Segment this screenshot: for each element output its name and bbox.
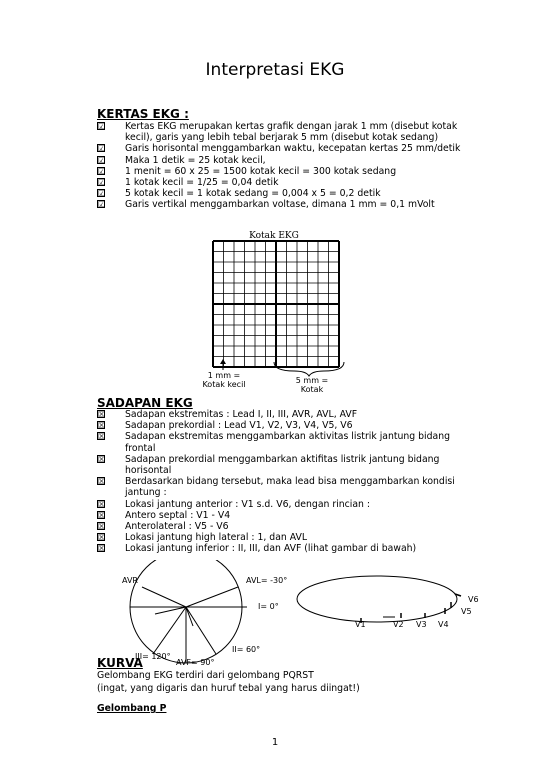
sadapan-list <box>97 409 467 555</box>
list-item: ☒ Lokasi jantung inferior : II, III, dan AVF (lihat gambar di bawah) <box>98 543 417 555</box>
list-item: ☑ Garis vertikal menggambarkan voltase, dimana 1 mm = 0,1 mVolt <box>98 199 435 211</box>
subheading-gelombang-p: Gelombang P <box>97 703 167 714</box>
label-lead-i: I= 0° <box>258 602 279 611</box>
horizontal-plane-ellipse <box>297 576 457 622</box>
label-v2: V2 <box>393 620 404 629</box>
checkbox-icon: ☑ <box>98 155 106 165</box>
list-item: ☒ Anterolateral : V5 - V6 <box>98 521 229 533</box>
list-item: ☑ Kertas EKG merupakan kertas grafik dengan jarak 1 mm (disebut kotak kecil), garis yang lebih tebal berjarak 5 mm (disebut kotak sedang) <box>98 121 458 144</box>
checkbox-icon: ☒ <box>98 410 106 419</box>
checkbox-icon: ☑ <box>98 178 106 188</box>
list-item: ☒ Lokasi jantung anterior : V1 s.d. V6, dengan rincian : <box>98 498 371 510</box>
section-heading-sadapan: SADAPAN EKG <box>97 396 193 410</box>
label-v3: V3 <box>416 620 427 629</box>
label-v4: V4 <box>438 620 449 629</box>
page-title: Interpretasi EKG <box>205 60 345 80</box>
checkbox-icon: ☒ <box>98 421 106 431</box>
list-item: ☒ Berdasarkan bidang tersebut, maka lead bisa menggambarkan kondisi jantung : <box>98 476 455 499</box>
checkbox-icon: ☒ <box>98 454 106 464</box>
kertas-list <box>97 121 467 211</box>
checkbox-icon: ☑ <box>98 166 106 176</box>
checkbox-icon: ☑ <box>98 189 106 199</box>
label-v6: V6 <box>468 595 479 604</box>
kurva-line-2: (ingat, yang digaris dan huruf tebal yang harus diingat!) <box>97 683 360 694</box>
checkbox-icon: ☑ <box>98 122 106 131</box>
page-number: 1 <box>271 737 279 748</box>
brace-icon <box>274 362 344 376</box>
list-item: ☒ Sadapan ekstremitas : Lead I, II, III, AVR, AVL, AVF <box>98 409 358 420</box>
list-item: ☑ Garis horisontal menggambarkan waktu, kecepatan kertas 25 mm/detik <box>98 143 461 155</box>
label-small-box: 1 mm = Kotak kecil <box>202 371 246 389</box>
label-lead-ii: II= 60° <box>232 645 261 654</box>
lead-avl-axis <box>186 587 238 607</box>
label-medium-box: 5 mm = Kotak <box>295 376 329 394</box>
section-heading-kertas: KERTAS EKG : <box>97 107 189 121</box>
section-heading-kurva: KURVA <box>97 656 143 670</box>
checkbox-icon: ☒ <box>98 544 106 554</box>
list-item: ☒ Sadapan prekordial : Lead V1, V2, V3, V4, V5, V6 <box>98 420 353 432</box>
list-item: ☒ Sadapan prekordial menggambarkan aktifitas listrik jantung bidang horisontal <box>98 453 440 477</box>
list-item: ☑ 1 menit = 60 x 25 = 1500 kotak kecil = 300 kotak sedang <box>98 165 397 177</box>
list-item: ☒ Lokasi jantung high lateral : 1, dan AVL <box>98 532 308 544</box>
grid-caption: Kotak EKG <box>249 231 299 241</box>
checkbox-icon: ☒ <box>98 510 106 520</box>
list-item: ☒ Antero septal : V1 - V4 <box>98 509 231 521</box>
label-lead-iii: III= 120° <box>135 652 171 661</box>
lead-avr-axis <box>142 587 186 607</box>
checkbox-icon: ☑ <box>98 200 106 210</box>
list-item: ☑ 5 kotak kecil = 1 kotak sedang = 0,004 x 5 = 0,2 detik <box>98 188 381 200</box>
list-item: ☑ Maka 1 detik = 25 kotak kecil, <box>98 154 266 166</box>
checkbox-icon: ☒ <box>98 533 106 543</box>
label-avl: AVL= -30° <box>246 576 288 585</box>
checkbox-icon: ☑ <box>98 144 106 154</box>
list-item: ☒ Sadapan ekstremitas menggambarkan aktivitas listrik jantung bidang frontal <box>98 431 451 454</box>
label-v1: V1 <box>355 620 366 629</box>
checkbox-icon: ☒ <box>98 432 106 442</box>
list-item: ☑ 1 kotak kecil = 1/25 = 0,04 detik <box>98 177 279 189</box>
checkbox-icon: ☒ <box>98 522 106 532</box>
lead-ii-axis <box>186 607 216 654</box>
label-avr: AVR <box>122 576 138 585</box>
checkbox-icon: ☒ <box>98 499 106 509</box>
checkbox-icon: ☒ <box>98 477 106 487</box>
arrow-up-icon <box>220 359 226 364</box>
lead-iii-axis <box>153 607 186 654</box>
label-v5: V5 <box>461 607 472 616</box>
ekg-grid <box>213 241 339 367</box>
kurva-line-1: Gelombang EKG terdiri dari gelombang PQRST <box>97 670 314 681</box>
label-avf: AVF= 90° <box>176 658 215 667</box>
